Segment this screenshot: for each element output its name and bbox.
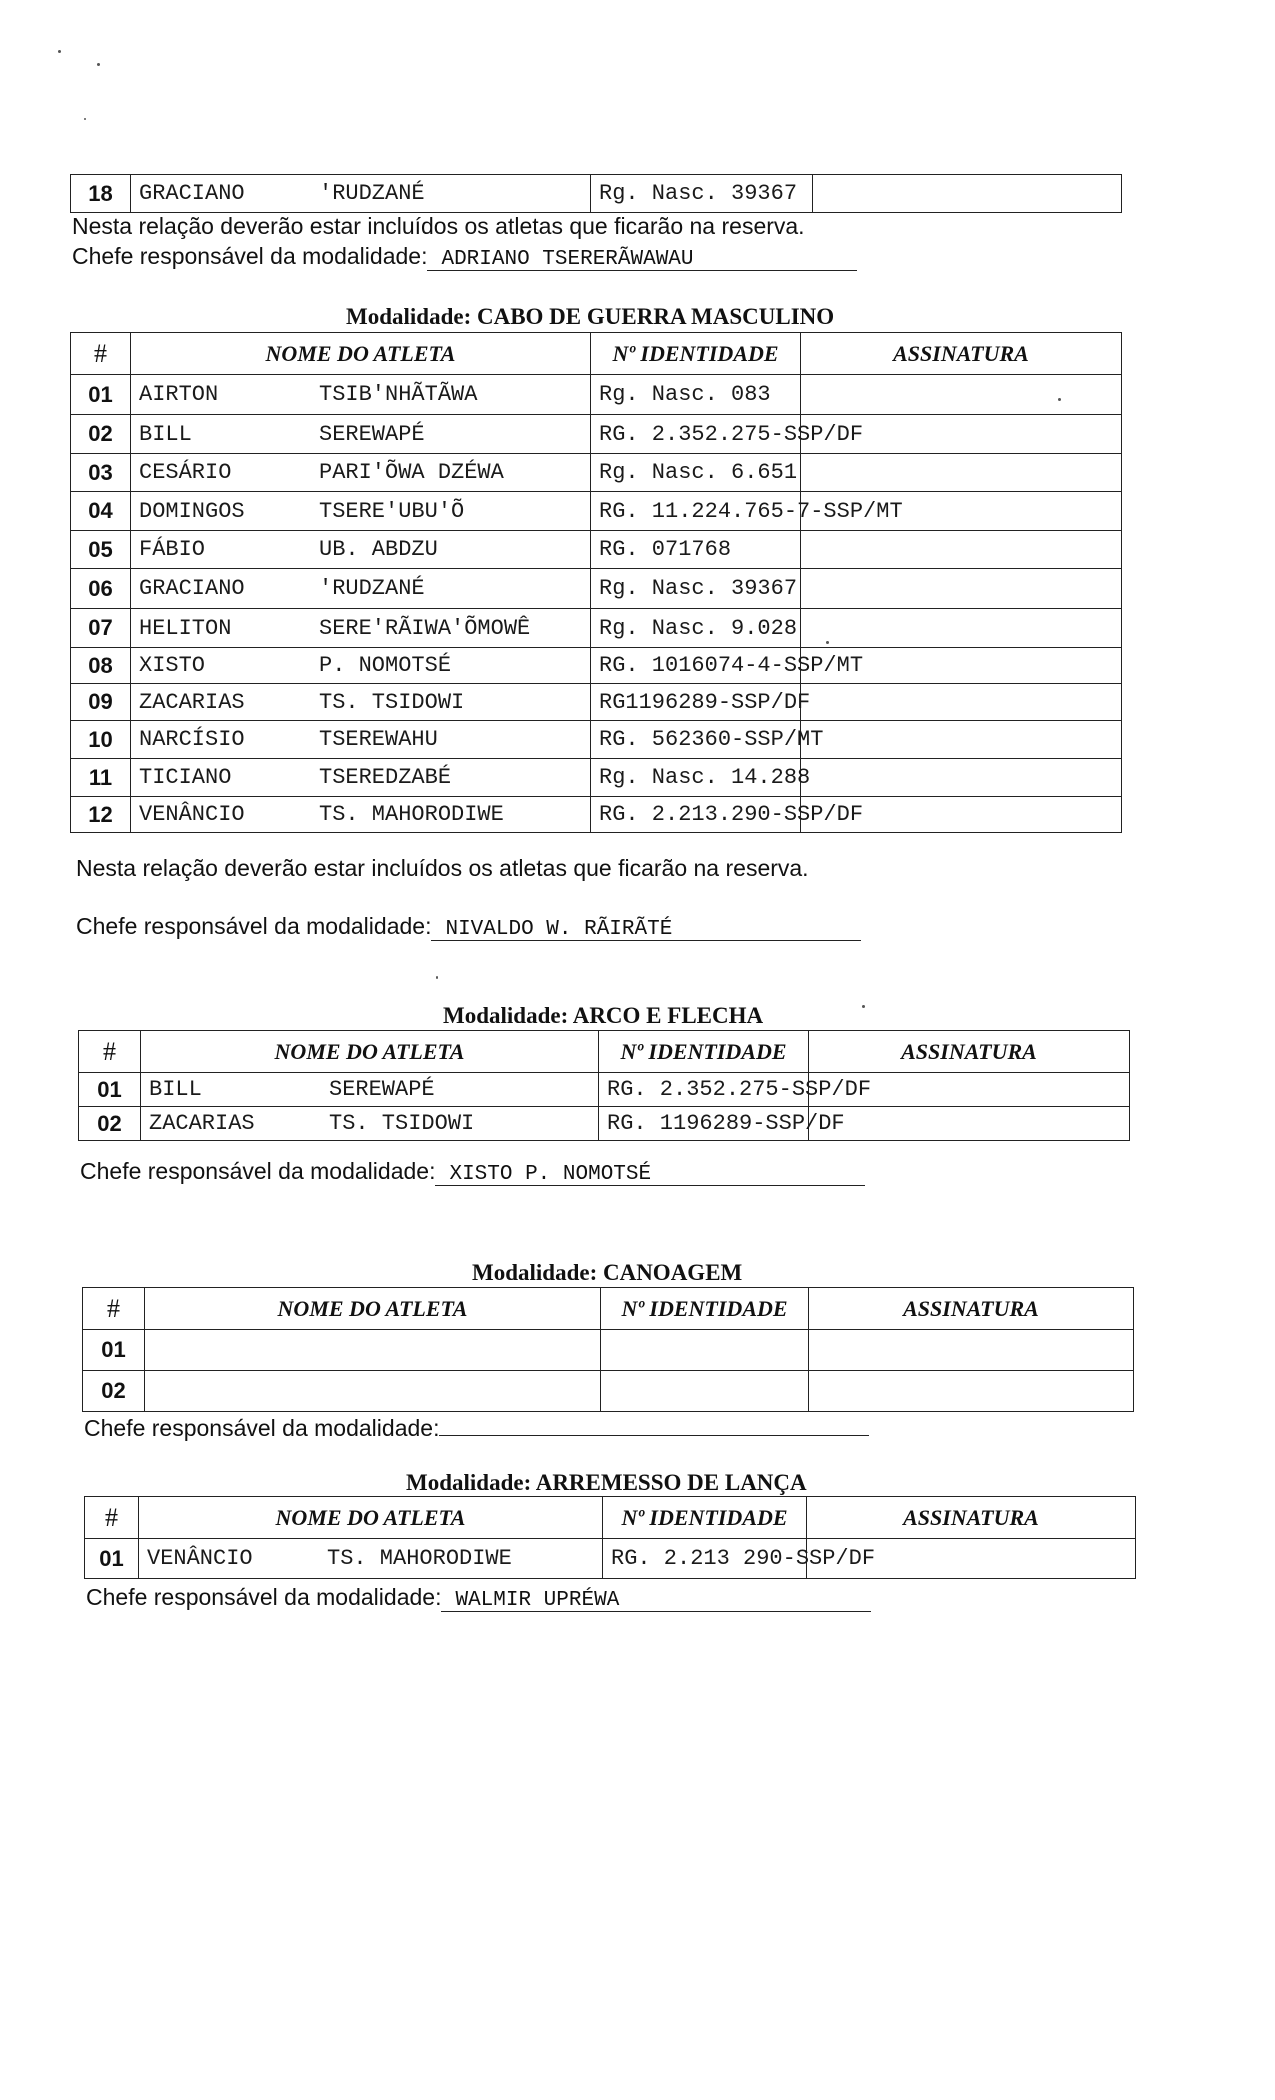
table-row [71, 797, 1122, 833]
athlete-id[interactable]: RG. 11.224.765-7-SSP/MT [591, 492, 801, 531]
table-header [83, 1288, 1134, 1330]
scan-speck [436, 976, 438, 979]
header-signature: ASSINATURA [807, 1497, 1136, 1539]
athlete-id[interactable]: RG1196289-SSP/DF [591, 684, 801, 721]
athlete-id[interactable]: Rg. Nasc. 083 [591, 375, 801, 415]
signature-cell[interactable] [801, 609, 1122, 648]
chefe-label: Chefe responsável da modalidade: [84, 1415, 440, 1441]
athlete-id[interactable]: Rg. Nasc. 39367 [591, 569, 801, 609]
athlete-id[interactable]: RG. 071768 [591, 531, 801, 569]
athlete-id[interactable]: RG. 1196289-SSP/DF [599, 1107, 809, 1141]
athlete-id[interactable]: RG. 2.213 290-SSP/DF [603, 1539, 807, 1579]
row-number: 09 [71, 684, 131, 721]
canoagem-table [82, 1287, 1134, 1412]
athlete-name[interactable]: GRACIANO 'RUDZANÉ [131, 569, 591, 609]
table-row [71, 492, 1122, 531]
athlete-name[interactable]: FÁBIO UB. ABDZU [131, 531, 591, 569]
chefe-value[interactable]: ADRIANO TSERERÃWAWAU [427, 249, 857, 271]
athlete-name[interactable] [145, 1371, 601, 1412]
header-id: Nº IDENTIDADE [599, 1031, 809, 1073]
athlete-name[interactable]: TICIANO TSEREDZABÉ [131, 759, 591, 797]
section-title-arco: Modalidade: ARCO E FLECHA [443, 1003, 764, 1028]
header-signature: ASSINATURA [809, 1288, 1134, 1330]
row-number: 01 [83, 1330, 145, 1371]
signature-cell[interactable] [801, 721, 1122, 759]
table-row [79, 1073, 1130, 1107]
athlete-id: Rg. Nasc. 39367 [591, 175, 813, 213]
table-header [79, 1031, 1130, 1073]
reserve-note-cabo: Nesta relação deverão estar incluídos os atletas que ficarão na reserva. [76, 855, 809, 881]
chefe-line-lanca [86, 1584, 871, 1612]
table-row [71, 721, 1122, 759]
header-hash: # [85, 1497, 139, 1539]
row-number: 01 [85, 1539, 139, 1579]
chefe-line-canoagem [84, 1414, 869, 1442]
athlete-id[interactable]: RG. 562360-SSP/MT [591, 721, 801, 759]
header-name: NOME DO ATLETA [139, 1497, 603, 1539]
header-name: NOME DO ATLETA [131, 333, 591, 375]
table-row [71, 648, 1122, 684]
table-row [71, 415, 1122, 454]
athlete-id[interactable] [601, 1371, 809, 1412]
header-signature: ASSINATURA [801, 333, 1122, 375]
lanca-table [84, 1496, 1136, 1579]
signature-cell[interactable] [813, 175, 1122, 213]
row-number: 01 [71, 375, 131, 415]
chefe-line-arco [80, 1158, 865, 1186]
athlete-name[interactable] [145, 1330, 601, 1371]
signature-cell[interactable] [801, 375, 1122, 415]
table-row [71, 569, 1122, 609]
athlete-name[interactable]: ZACARIAS TS. TSIDOWI [131, 684, 591, 721]
header-hash: # [83, 1288, 145, 1330]
signature-cell[interactable] [801, 454, 1122, 492]
athlete-name[interactable]: AIRTON TSIB'NHÃTÃWA [131, 375, 591, 415]
table-row [71, 454, 1122, 492]
chefe-line [72, 243, 857, 271]
row-number: 12 [71, 797, 131, 833]
section-title-cabo: Modalidade: CABO DE GUERRA MASCULINO [346, 304, 835, 329]
table-row [71, 531, 1122, 569]
scan-speck [862, 1005, 865, 1008]
row-number: 11 [71, 759, 131, 797]
arco-table [78, 1030, 1130, 1141]
scan-speck [826, 641, 829, 644]
header-id: Nº IDENTIDADE [603, 1497, 807, 1539]
table-row [83, 1330, 1134, 1371]
athlete-name[interactable]: ZACARIAS TS. TSIDOWI [141, 1107, 599, 1141]
cabo-table [70, 332, 1122, 833]
athlete-id[interactable]: RG. 1016074-4-SSP/MT [591, 648, 801, 684]
row-number: 10 [71, 721, 131, 759]
chefe-label: Chefe responsável da modalidade: [86, 1584, 442, 1610]
chefe-line-cabo [76, 913, 861, 941]
chefe-label: Chefe responsável da modalidade: [72, 243, 428, 269]
athlete-name[interactable]: XISTO P. NOMOTSÉ [131, 648, 591, 684]
table-row [79, 1107, 1130, 1141]
row-number: 02 [71, 415, 131, 454]
table-row [71, 684, 1122, 721]
table-row [71, 175, 1122, 213]
top-row-table [70, 174, 1122, 213]
signature-cell[interactable] [809, 1330, 1134, 1371]
athlete-name[interactable]: NARCÍSIO TSEREWAHU [131, 721, 591, 759]
signature-cell[interactable] [801, 569, 1122, 609]
header-signature: ASSINATURA [809, 1031, 1130, 1073]
athlete-name[interactable]: DOMINGOS TSERE'UBU'Õ [131, 492, 591, 531]
header-id: Nº IDENTIDADE [601, 1288, 809, 1330]
section-title-canoagem: Modalidade: CANOAGEM [472, 1260, 743, 1285]
chefe-value[interactable] [439, 1414, 869, 1436]
athlete-name: GRACIANO 'RUDZANÉ [131, 175, 591, 213]
row-number: 08 [71, 648, 131, 684]
section-title-lanca: Modalidade: ARREMESSO DE LANÇA [406, 1470, 807, 1495]
scan-speck [58, 50, 61, 53]
signature-cell[interactable] [809, 1371, 1134, 1412]
row-number: 04 [71, 492, 131, 531]
header-id: Nº IDENTIDADE [591, 333, 801, 375]
header-name: NOME DO ATLETA [141, 1031, 599, 1073]
scan-speck [84, 118, 86, 120]
signature-cell[interactable] [801, 531, 1122, 569]
signature-cell[interactable] [801, 759, 1122, 797]
athlete-id[interactable]: Rg. Nasc. 14.288 [591, 759, 801, 797]
scan-speck [97, 63, 100, 66]
athlete-name[interactable]: HELITON SERE'RÃIWA'ÕMOWÊ [131, 609, 591, 648]
signature-cell[interactable] [801, 684, 1122, 721]
chefe-value[interactable]: WALMIR UPRÉWA [441, 1590, 871, 1612]
row-number: 07 [71, 609, 131, 648]
row-number: 02 [79, 1107, 141, 1141]
scan-speck [1058, 398, 1061, 401]
row-number: 06 [71, 569, 131, 609]
table-row [71, 375, 1122, 415]
athlete-id[interactable]: Rg. Nasc. 6.651 [591, 454, 801, 492]
table-header [85, 1497, 1136, 1539]
signature-cell[interactable] [809, 1107, 1130, 1141]
chefe-value[interactable]: NIVALDO W. RÃIRÃTÉ [431, 919, 861, 941]
header-name: NOME DO ATLETA [145, 1288, 601, 1330]
row-number: 02 [83, 1371, 145, 1412]
row-number: 05 [71, 531, 131, 569]
row-number: 01 [79, 1073, 141, 1107]
chefe-label: Chefe responsável da modalidade: [76, 913, 432, 939]
table-row [71, 609, 1122, 648]
athlete-name[interactable]: BILL SEREWAPÉ [131, 415, 591, 454]
athlete-id[interactable]: Rg. Nasc. 9.028 [591, 609, 801, 648]
table-header [71, 333, 1122, 375]
chefe-label: Chefe responsável da modalidade: [80, 1158, 436, 1184]
row-number: 03 [71, 454, 131, 492]
table-row [83, 1371, 1134, 1412]
header-hash: # [71, 333, 131, 375]
athlete-id[interactable]: RG. 2.352.275-SSP/DF [599, 1073, 809, 1107]
chefe-value[interactable]: XISTO P. NOMOTSÉ [435, 1164, 865, 1186]
athlete-name[interactable]: CESÁRIO PARI'ÕWA DZÉWA [131, 454, 591, 492]
table-row [71, 759, 1122, 797]
athlete-id[interactable]: RG. 2.352.275-SSP/DF [591, 415, 801, 454]
athlete-id[interactable]: RG. 2.213.290-SSP/DF [591, 797, 801, 833]
reserve-note: Nesta relação deverão estar incluídos os atletas que ficarão na reserva. [72, 213, 805, 239]
athlete-name[interactable]: VENÂNCIO TS. MAHORODIWE [131, 797, 591, 833]
header-hash: # [79, 1031, 141, 1073]
athlete-name[interactable]: BILL SEREWAPÉ [141, 1073, 599, 1107]
athlete-name[interactable]: VENÂNCIO TS. MAHORODIWE [139, 1539, 603, 1579]
athlete-id[interactable] [601, 1330, 809, 1371]
row-number: 18 [71, 175, 131, 213]
table-row [85, 1539, 1136, 1579]
